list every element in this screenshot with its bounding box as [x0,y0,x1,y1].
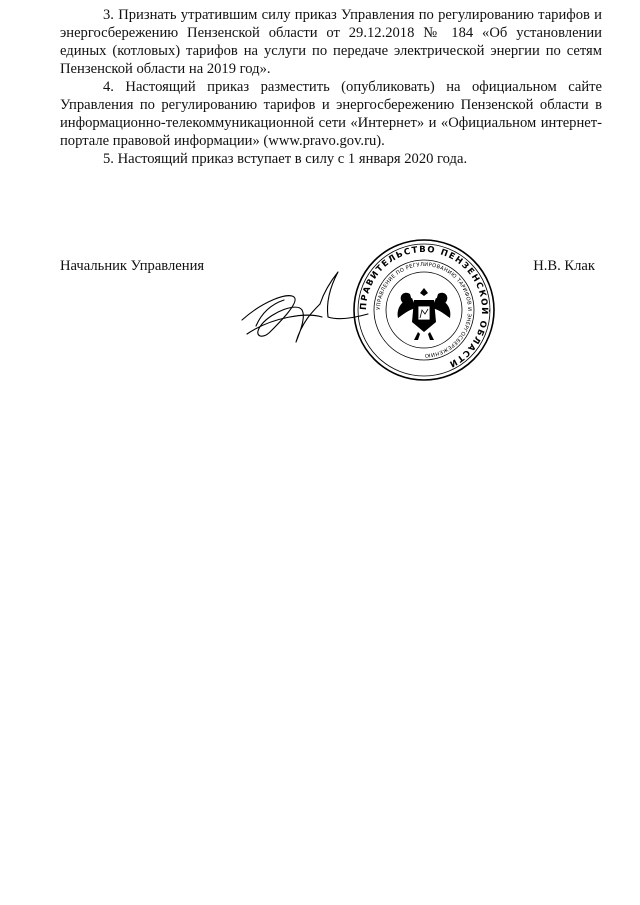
seal-inner-text: УПРАВЛЕНИЕ ПО РЕГУЛИРОВАНИЮ ТАРИФОВ И ЭНЕРГОСБЕРЕЖЕНИЮ [375,261,473,359]
official-seal [352,238,496,382]
position-title: Начальник Управления [60,258,205,274]
paragraph-3: 3. Признать утратившим силу приказ Управления по регулированию тарифов и энергосбережению Пензенской области от 29.12.2018 № 184 «Об установлении единых (котловых) тарифов на услуги по передаче электрической энергии по сетям Пензенской области на 2019 год». [60,7,602,77]
seal-outer-text: ПРАВИТЕЛЬСТВО ПЕНЗЕНСКОЙ ОБЛАСТИ [358,244,490,370]
paragraph-4: 4. Настоящий приказ разместить (опубликовать) на официальном сайте Управления по регулированию тарифов и энергосбережению Пензенской области в информационно-телекоммуникационной сети «Интернет» и «Официальном интернет-портале правовой информации» (www.pravo.gov.ru). [60,79,602,149]
handwritten-signature [232,262,372,352]
signer-name: Н.В. Клак [533,258,595,274]
document-body [60,6,602,168]
paragraph-5: 5. Настоящий приказ вступает в силу с 1 января 2020 года. [103,151,468,167]
